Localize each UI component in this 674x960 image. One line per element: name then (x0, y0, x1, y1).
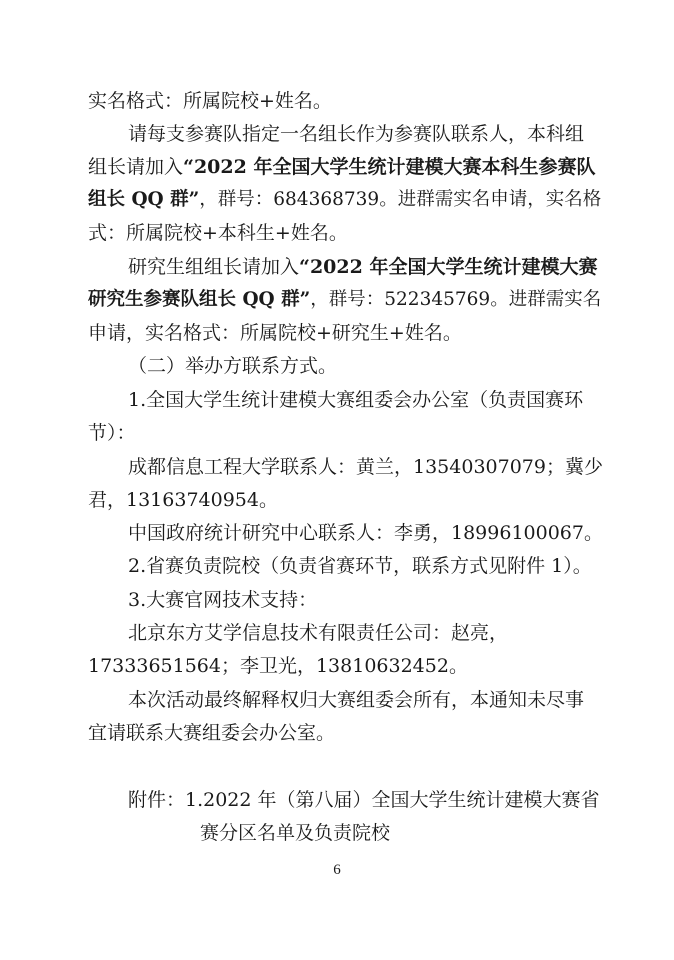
text-line: 2.省赛负责院校（负责省赛环节，联系方式见附件 1）。 (128, 555, 592, 577)
text-line: 节）： (88, 422, 136, 444)
text-line: 宜请联系大赛组委会办公室。 (88, 722, 336, 744)
text-line: 式：所属院校+本科生+姓名。 (88, 222, 348, 244)
text-span: ，群号：522345769。进群需实名 (310, 289, 602, 310)
text-line (88, 154, 595, 180)
text-span: ，群号：684368739。进群需实名申请，实名格 (199, 189, 602, 210)
text-line (88, 287, 601, 313)
text-line (88, 187, 601, 213)
attachment-line: 附件：1.2022 年（第八届）全国大学生统计建模大赛省 (128, 789, 600, 811)
section-heading: （二）举办方联系方式。 (128, 355, 338, 377)
text-line (128, 254, 597, 280)
text-line: 本次活动最终解释权归大赛组委会所有，本通知未尽事 (128, 689, 585, 711)
attachment-line: 赛分区名单及负责院校 (200, 822, 391, 844)
text-line: 君，13163740954。 (88, 489, 278, 511)
bold-text: 研究生参赛队组长 QQ 群” (88, 289, 311, 310)
text-line: 申请，实名格式：所属院校+研究生+姓名。 (88, 322, 462, 344)
text-span: 研究生组组长请加入 (128, 256, 300, 278)
bold-text: 组长 QQ 群” (88, 189, 200, 210)
text-line: 17333651564；李卫光，13810632452。 (88, 655, 468, 677)
text-line: 成都信息工程大学联系人：黄兰，13540307079；冀少 (128, 456, 603, 478)
text-line: 实名格式：所属院校+姓名。 (88, 90, 332, 112)
text-line: 3.大赛官网技术支持： (128, 589, 318, 611)
text-line: 北京东方艾学信息技术有限责任公司：赵亮， (128, 622, 509, 644)
bold-text: “2022 年全国大学生统计建模大赛 (299, 256, 598, 278)
page-number: 6 (333, 862, 341, 878)
bold-text: “2022 年全国大学生统计建模大赛本科生参赛队 (183, 156, 596, 178)
text-span: 组长请加入 (88, 156, 184, 178)
text-line: 请每支参赛队指定一名组长作为参赛队联系人，本科组 (128, 123, 585, 145)
text-line: 1.全国大学生统计建模大赛组委会办公室（负责国赛环 (128, 389, 584, 411)
text-line: 中国政府统计研究中心联系人：李勇，18996100067。 (128, 522, 603, 544)
